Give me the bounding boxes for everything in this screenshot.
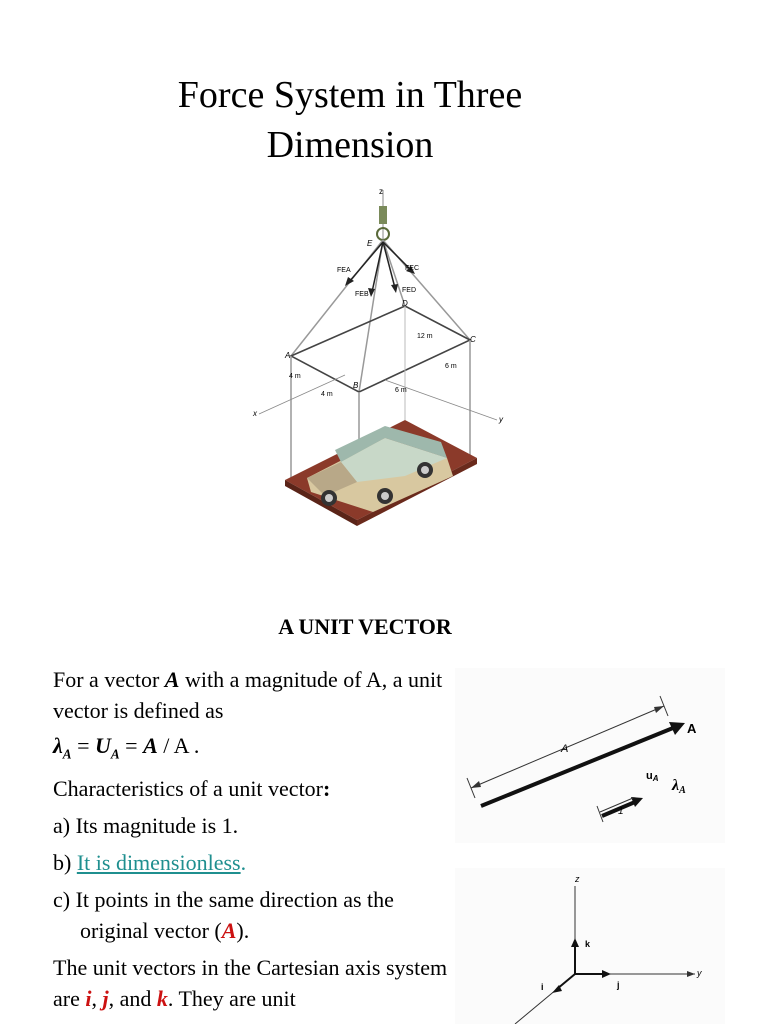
label-e: E — [367, 239, 373, 248]
label-j: j — [617, 980, 620, 990]
label-feb: FEB — [355, 291, 369, 298]
label-6m-1: 6 m — [445, 363, 457, 370]
characteristics-heading: Characteristics of a unit vector: — [53, 776, 331, 802]
label-a-tip: A — [687, 721, 697, 736]
label-c: C — [470, 335, 476, 344]
label-fed: FED — [402, 287, 416, 294]
label-d: D — [402, 299, 408, 308]
paragraph-cartesian: The unit vectors in the Cartesian axis system are i, j, and k. They are unit — [53, 955, 448, 1012]
dimensionless-link[interactable]: It is dimensionless — [76, 850, 241, 876]
label-y: y — [499, 415, 503, 424]
hook-icon — [379, 206, 387, 224]
unit-vector-figure — [455, 668, 725, 843]
car-hoist-figure — [245, 180, 515, 535]
section-heading: A UNIT VECTOR — [278, 614, 452, 639]
paragraph-definition: For a vector A with a magnitude of A, a unit vector is defined as — [53, 667, 443, 723]
label-k: k — [585, 939, 591, 949]
label-b: B — [353, 381, 359, 390]
title-line-1: Force System in Three — [177, 74, 523, 116]
characteristic-a: a) Its magnitude is 1. — [53, 813, 239, 839]
characteristic-c: c) It points in the same direction as the original vector (A). — [53, 887, 394, 944]
label-x: x — [253, 409, 257, 418]
cartesian-axes-figure — [455, 868, 725, 1024]
label-y: y — [697, 968, 702, 978]
label-z: z — [379, 187, 383, 196]
label-fea: FEA — [337, 267, 351, 274]
label-i: i — [541, 982, 544, 992]
unit-vector-equation: $\lambda_A = U_A = A / A$ . — [53, 733, 200, 762]
label-ua: uA — [646, 770, 659, 783]
label-4m-2: 4 m — [321, 391, 333, 398]
body-text — [53, 664, 453, 1014]
title-line-2: Dimension — [266, 124, 434, 166]
label-z: z — [575, 874, 580, 884]
label-one: 1 — [618, 806, 624, 817]
label-a-mid: A — [561, 743, 569, 755]
label-fec: FEC — [405, 265, 419, 272]
label-12m: 12 m — [417, 333, 433, 340]
characteristic-b: b) It is dimensionless. — [53, 850, 247, 876]
label-a: A — [285, 351, 291, 360]
label-4m-1: 4 m — [289, 373, 301, 380]
label-lambda: λA — [672, 777, 686, 796]
page-title — [80, 70, 620, 170]
label-6m-2: 6 m — [395, 387, 407, 394]
